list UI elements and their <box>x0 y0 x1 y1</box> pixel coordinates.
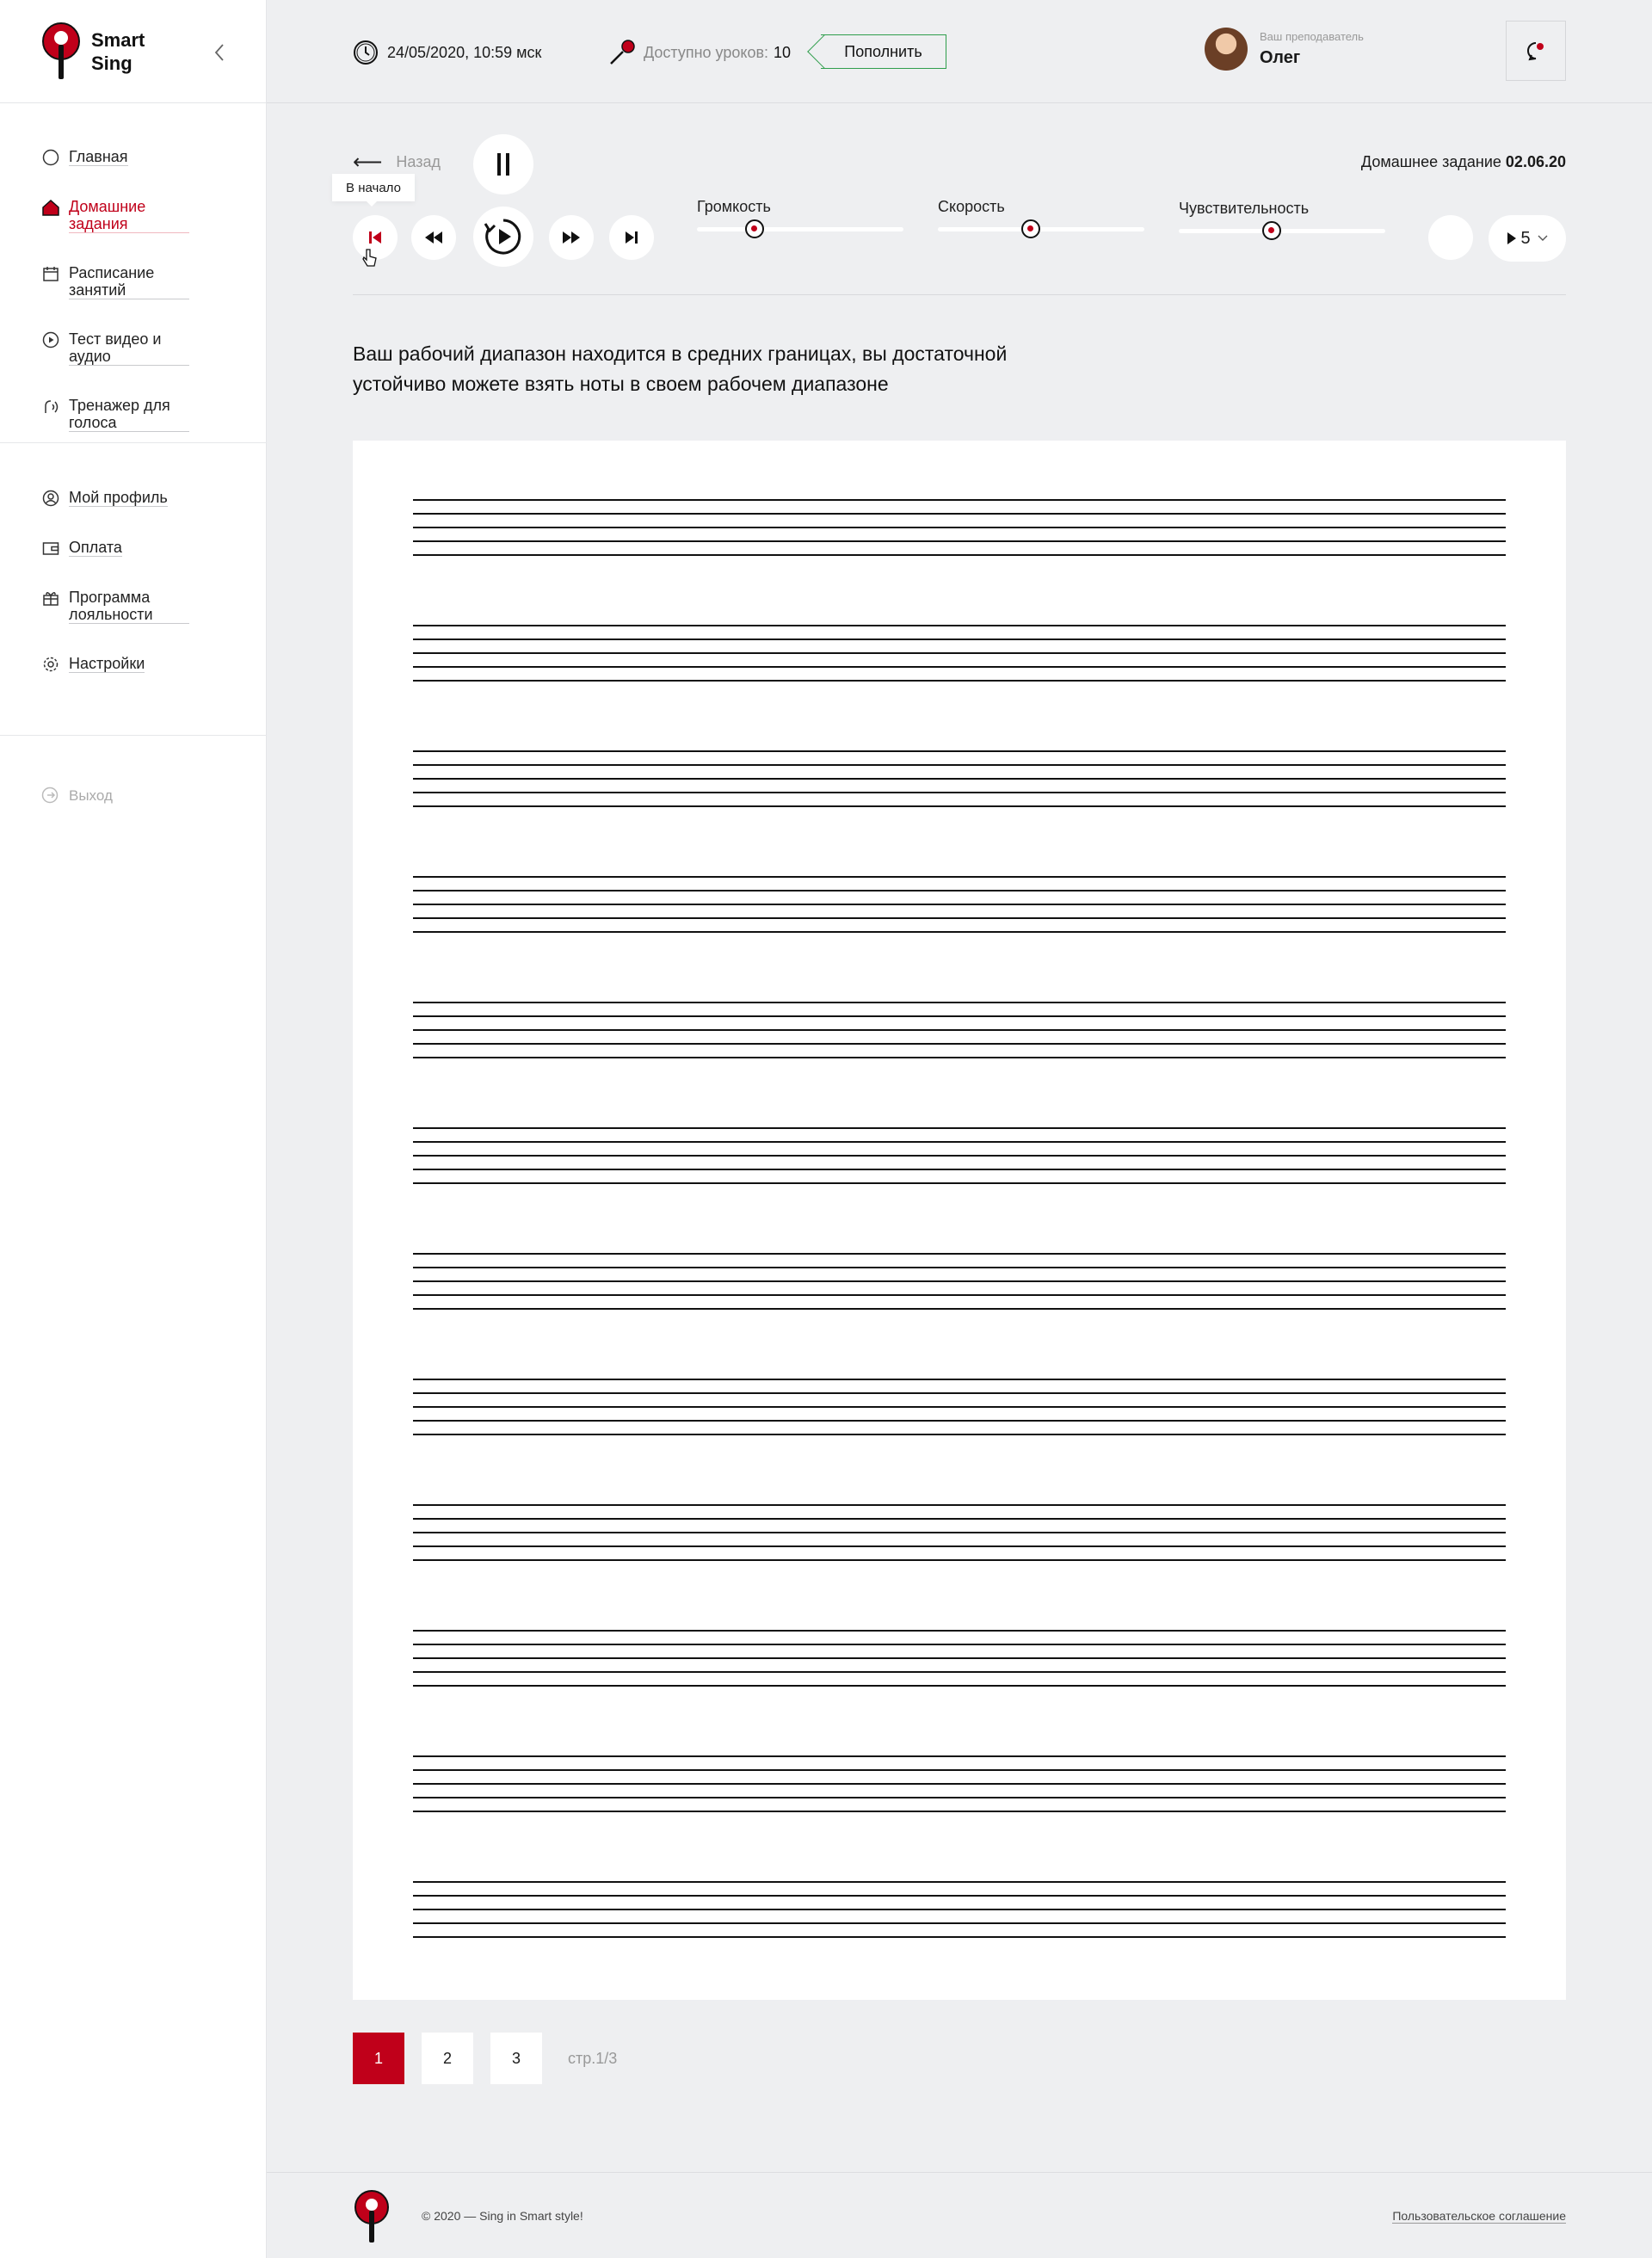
sidebar-nav-primary <box>41 148 189 463</box>
staff-line <box>413 1420 1506 1422</box>
staff-line <box>413 652 1506 654</box>
record-toggle-button[interactable] <box>1428 215 1473 260</box>
logo-text <box>91 28 145 75</box>
calendar-icon <box>41 264 60 283</box>
logout-label: Выход <box>69 787 113 804</box>
staff-line <box>413 1141 1506 1143</box>
staff-line <box>413 1504 1506 1506</box>
staff-line <box>413 1155 1506 1157</box>
sidebar-nav-secondary <box>41 489 189 705</box>
refill-button[interactable]: Пополнить <box>821 34 946 69</box>
staff-line <box>413 1280 1506 1282</box>
teacher-info[interactable] <box>1205 28 1364 71</box>
staff-line <box>413 1169 1506 1170</box>
staff-line <box>413 1671 1506 1673</box>
music-staff <box>413 1504 1506 1561</box>
staff-line <box>413 1406 1506 1408</box>
chat-icon <box>1525 40 1547 62</box>
music-staff <box>413 499 1506 556</box>
sensitivity-label: Чувствительность <box>1179 200 1310 217</box>
sidebar-item-home[interactable] <box>41 148 189 167</box>
staff-line <box>413 805 1506 807</box>
logout-icon <box>41 787 60 805</box>
logo-line-2: Sing <box>91 52 133 74</box>
staff-line <box>413 1797 1506 1798</box>
microphone-icon <box>607 38 637 67</box>
logo-line-1: Smart <box>91 29 145 51</box>
rewind-button[interactable] <box>411 215 456 260</box>
rewind-icon <box>423 231 444 244</box>
staff-line <box>413 1043 1506 1045</box>
staff-line <box>413 1644 1506 1645</box>
page-info: стр.1/3 <box>568 2049 618 2067</box>
sidebar-divider <box>0 442 267 443</box>
copyright: © 2020 — Sing in Smart style! <box>422 2209 583 2223</box>
sidebar-header <box>0 0 266 103</box>
microphone-logo-icon <box>353 2190 391 2243</box>
play-icon <box>1507 231 1517 245</box>
chevron-left-icon <box>213 43 225 62</box>
staff-line <box>413 1253 1506 1255</box>
staff-line <box>413 1002 1506 1003</box>
staff-line <box>413 904 1506 905</box>
speed-slider[interactable] <box>938 198 1144 216</box>
staff-line <box>413 1657 1506 1659</box>
staff-line <box>413 513 1506 515</box>
collapse-sidebar-button[interactable] <box>206 40 232 65</box>
slider-track[interactable] <box>1179 229 1385 233</box>
chevron-down-icon <box>1538 235 1548 242</box>
wallet-icon <box>41 539 60 558</box>
staff-line <box>413 931 1506 933</box>
staff-line <box>413 778 1506 780</box>
fast-forward-icon <box>561 231 582 244</box>
staff-line <box>413 890 1506 891</box>
replay-icon <box>484 217 523 256</box>
voice-icon <box>41 397 60 416</box>
sidebar-item-payment[interactable] <box>41 539 189 558</box>
sidebar-item-homework[interactable] <box>41 198 189 233</box>
speed-value: 5 <box>1520 228 1531 248</box>
staff-line <box>413 1434 1506 1435</box>
lessons-label: Доступно уроков: <box>644 43 769 61</box>
pause-icon <box>496 153 511 176</box>
footer <box>267 2172 1652 2258</box>
sidebar-item-profile[interactable] <box>41 489 189 508</box>
sidebar-item-label: Домашние задания <box>69 198 189 233</box>
sidebar-item-label: Главная <box>69 148 128 165</box>
slider-knob[interactable] <box>1021 219 1040 238</box>
music-staff <box>413 1002 1506 1058</box>
staff-line <box>413 625 1506 626</box>
play-circle-icon <box>41 330 60 349</box>
staff-line <box>413 1182 1506 1184</box>
page-1-button[interactable]: 1 <box>353 2033 404 2084</box>
staff-line <box>413 764 1506 766</box>
staff-line <box>413 1518 1506 1520</box>
homework-date-value: 02.06.20 <box>1505 153 1566 170</box>
volume-slider[interactable] <box>697 198 903 216</box>
staff-line <box>413 876 1506 878</box>
sensitivity-slider[interactable] <box>1179 200 1385 218</box>
homework-label: Домашнее задание <box>1360 153 1501 170</box>
staff-line <box>413 499 1506 501</box>
topbar <box>267 0 1652 103</box>
fast-forward-button[interactable] <box>549 215 594 260</box>
replay-button[interactable] <box>473 207 533 267</box>
teacher-caption: Ваш преподаватель <box>1260 30 1364 43</box>
sidebar-item-loyalty[interactable] <box>41 589 189 624</box>
gear-icon <box>41 655 60 674</box>
music-staff <box>413 876 1506 933</box>
pause-button[interactable] <box>473 134 533 194</box>
staff-line <box>413 554 1506 556</box>
music-staff <box>413 750 1506 807</box>
homework-date <box>1361 153 1566 171</box>
slider-knob[interactable] <box>1262 221 1281 240</box>
staff-line <box>413 1811 1506 1812</box>
staff-line <box>413 1783 1506 1785</box>
staff-line <box>413 1559 1506 1561</box>
staff-line <box>413 1379 1506 1380</box>
staff-line <box>413 1769 1506 1771</box>
staff-line <box>413 917 1506 919</box>
staff-line <box>413 1922 1506 1924</box>
sidebar-item-test-video-audio[interactable] <box>41 330 189 366</box>
sidebar-item-label: Тест видео и аудио <box>69 330 189 366</box>
logout-button[interactable] <box>41 787 113 805</box>
staff-line <box>413 792 1506 793</box>
music-staff <box>413 1630 1506 1687</box>
sheet-music <box>353 441 1566 2000</box>
staff-line <box>413 1057 1506 1058</box>
staff-line <box>413 680 1506 682</box>
sidebar <box>0 0 267 2258</box>
clock-icon <box>353 40 379 65</box>
staff-line <box>413 1294 1506 1296</box>
sidebar-item-label: Тренажер для голоса <box>69 397 189 432</box>
staff-line <box>413 1127 1506 1129</box>
cursor-hand-icon <box>361 248 379 268</box>
slider-track[interactable] <box>697 227 903 231</box>
gift-icon <box>41 589 60 608</box>
sidebar-divider <box>0 735 267 736</box>
sidebar-item-label: Программа лояльности <box>69 589 189 624</box>
staff-line <box>413 1532 1506 1533</box>
back-link[interactable] <box>353 150 441 175</box>
microphone-logo-icon <box>41 22 81 81</box>
sidebar-item-label: Расписание занятий <box>69 264 189 299</box>
range-description: Ваш рабочий диапазон находится в средних границах, вы достаточной устойчиво можете взять ноты в своем рабочем диапазоне <box>353 342 1008 395</box>
music-staff <box>413 1379 1506 1435</box>
staff-line <box>413 1895 1506 1897</box>
avatar <box>1205 28 1248 71</box>
staff-line <box>413 1685 1506 1687</box>
slider-knob[interactable] <box>745 219 764 238</box>
skip-to-end-icon <box>625 231 638 244</box>
chat-button[interactable] <box>1506 21 1566 81</box>
tooltip: В начало <box>332 174 415 201</box>
staff-line <box>413 1308 1506 1310</box>
pagination <box>353 2033 617 2084</box>
staff-line <box>413 1755 1506 1757</box>
logo[interactable] <box>41 22 145 81</box>
back-label: Назад <box>396 153 441 170</box>
user-icon <box>41 489 60 508</box>
sidebar-item-label: Настройки <box>69 655 145 672</box>
datetime-text: 24/05/2020, 10:59 мск <box>387 43 542 61</box>
sidebar-item-label: Оплата <box>69 539 122 556</box>
sidebar-item-label: Мой профиль <box>69 489 168 506</box>
home-icon <box>41 198 60 217</box>
terms-link[interactable]: Пользовательское соглашение <box>1392 2209 1566 2223</box>
staff-line <box>413 1630 1506 1632</box>
skip-to-start-icon <box>368 231 382 244</box>
current-datetime <box>353 40 541 65</box>
page-3-button[interactable]: 3 <box>490 2033 542 2084</box>
divider <box>353 294 1566 295</box>
playback-speed-select[interactable] <box>1489 215 1566 262</box>
sidebar-item-schedule[interactable] <box>41 264 189 299</box>
available-lessons <box>607 38 791 67</box>
teacher-name: Олег <box>1260 48 1301 67</box>
slider-track[interactable] <box>938 227 1144 231</box>
staff-line <box>413 639 1506 640</box>
music-staff <box>413 1253 1506 1310</box>
staff-line <box>413 666 1506 668</box>
music-staff <box>413 1881 1506 1938</box>
staff-line <box>413 750 1506 752</box>
staff-line <box>413 1015 1506 1017</box>
sidebar-item-settings[interactable] <box>41 655 189 674</box>
music-staff <box>413 1755 1506 1812</box>
staff-line <box>413 1029 1506 1031</box>
speed-label: Скорость <box>938 198 1005 215</box>
sidebar-item-voice-trainer[interactable] <box>41 397 189 432</box>
circle-icon <box>41 148 60 167</box>
staff-line <box>413 1392 1506 1394</box>
staff-line <box>413 1881 1506 1883</box>
arrow-left-icon: ⟵ <box>353 151 383 174</box>
staff-line <box>413 540 1506 542</box>
staff-line <box>413 1909 1506 1910</box>
volume-label: Громкость <box>697 198 771 215</box>
music-staff <box>413 625 1506 682</box>
staff-line <box>413 1936 1506 1938</box>
page-2-button[interactable]: 2 <box>422 2033 473 2084</box>
music-staff <box>413 1127 1506 1184</box>
staff-line <box>413 527 1506 528</box>
staff-line <box>413 1545 1506 1547</box>
lessons-count: 10 <box>774 43 792 61</box>
staff-line <box>413 1267 1506 1268</box>
to-end-button[interactable] <box>609 215 654 260</box>
